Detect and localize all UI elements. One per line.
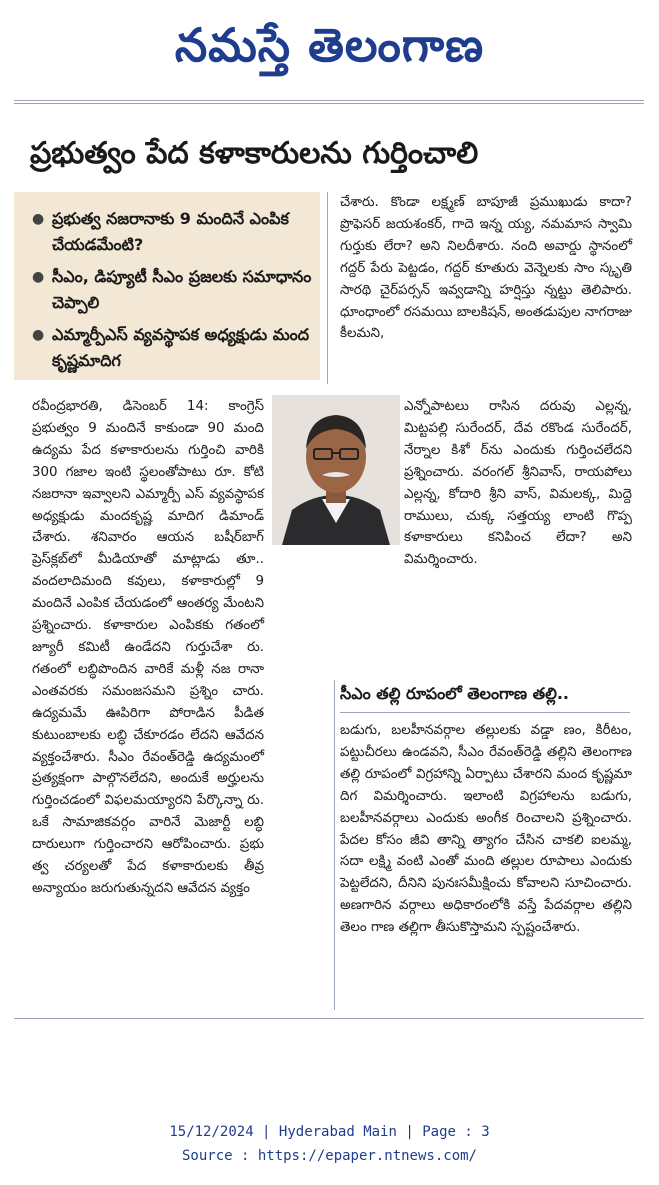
section-subheading: సీఎం తల్లి రూపంలో తెలంగాణ తల్లి.. (340, 684, 569, 703)
person-photo (272, 395, 400, 545)
masthead-title: నమస్తే తెలంగాణ (174, 18, 485, 72)
article-headline: ప్రభుత్వం పేద కళాకారులను గుర్తించాలి (30, 136, 479, 171)
bullet-icon: ● (32, 327, 45, 343)
article-column-left-top: రవీంద్రభారతి, డిసెంబర్ 14: కాంగ్రెస్ ప్రభుత్వం 9 మందినే కాకుండా 90 మంది ఉద్యమ పేద కళాకారులను గుర్తించి వారికి 300 గజాల ఇంటి స్థలంతోపాటు రూ. కోటి నజరానా ఇవ్వాలని ఎమ్మార్పీ ఎస్ వ్యవస్థాపక అధ్యక్షుడు మందకృష్ణ మాదిగ డిమాండ్ చేశారు. శనివారం ఆయన బషీర్‌బాగ్ ప్రెస్‌క్లబ్‌లో మీడియాతో మాట్లాడు తూ.. వందలాదిమంది కవులు, కళాకారుల్లో 9 మందినే ఎంపిక చేయడంలో ఆంతర్య మేంటని ప్రశ్నించారు. కళాకారుల ఎంపికకు గతంలో జ్యూరీ కమిటీ ఉండేదని గుర్తుచేశా రు. గతంలో లబ్ధిపొందిన వారికే మళ్లీ నజ రానా ఎంతవరకు సమంజసమని ప్రశ్నిం చారు. ఉద్యమమే ఊపిరిగా పోరాడిన పీడిత కుటుంబాలకు లబ్ధి చేకూరడం లేదని ఆవేదన వ్యక్తంచేశారు. సీఎం రేవంత్‌రెడ్డి ఉద్యమంలో ప్రత్యక్షంగా పాల్గొనలేదని, అందుకే అర్హులను గుర్తించడంలో విఫలమయ్యారని పేర్కొన్నా రు. ఒకే సామాజికవర్గం వారినే మెజార్టీ లబ్ధి దారులుగా గుర్తించారని ఆరోపించారు. ప్రభు త్వ చర్యలతో పేద కళాకారులకు తీవ్ర అన్యాయం జరుగుతున్నదని ఆవేదన వ్యక్తం (32, 399, 264, 896)
footer-source: Source : https://epaper.ntnews.com/ (181, 1148, 477, 1164)
divider (340, 712, 630, 713)
article-column-right-middle: ఎన్నోపాటలు రాసిన దరువు ఎల్లన్న, మిట్టపల్లి సురేందర్, దేవ రకొండ సురేందర్, నేర్నాల కిశో ర్‌ను ఎందుకు గుర్తించలేదని ప్రశ్నించారు. వరంగల్ శ్రీనివాస్, రాయపోలు ఎల్లన్న, కోదారి శ్రీని వాస్, విమలక్క, మిద్దె రాములు, చుక్క సత్తయ్య లాంటి గొప్ప కళాకారులు కనిపించ లేదా? అని విమర్శించారు. (404, 399, 632, 568)
footer-dateline: 15/12/2024 | Hyderabad Main | Page : 3 (169, 1124, 490, 1140)
highlight-item: ● ఎమ్మార్పీఎస్ వ్యవస్థాపక అధ్యక్షుడు మంద కృష్ణమాదిగ (32, 322, 317, 374)
article-column-right-top: చేశారు. కొండా లక్ష్మణ్ బాపూజీ ప్రముఖుడు కాదా? ప్రొఫెసర్ జయశంకర్, గాదె ఇన్న య్య, నమమాస స్వామి గుర్తుకు లేరా? అని నిలదీశారు. నంది అవార్డు స్థానంలో గద్దర్ పేరు పెట్టడం, గద్దర్ కూతురు వెన్నెలకు సాం స్కృతి సారథి చైర్‌పర్సన్ ఇవ్వడాన్ని హర్షిస్తు న్నట్టు తెలిపారు. ధూంధాంలో రసమయి బాలకిషన్, అంతడుపుల నాగరాజు కీలమని, (340, 195, 632, 342)
article-column-right-bottom: బడుగు, బలహీనవర్గాల తల్లులకు వడ్డా ణం, కిరీటం, పట్టుచీరలు ఉండవని, సీఎం రేవంత్‌రెడ్డి తల్లిని తెలంగాణ తల్లి రూపంలో విగ్రహాన్ని ఏర్పాటు చేశారని మంద కృష్ణమా దిగ విమర్శించారు. ఇలాంటి విగ్రహాలను బడుగు, బలహీనవర్గాలు ఎందుకు అంగీక రించాలని ప్రశ్నించారు. పేదల కోసం జీవి తాన్ని త్యాగం చేసిన చాకలి ఐలమ్మ, సదా లక్ష్మి వంటి ఎంతో మంది తల్లుల రూపాలు ఎందుకు పెట్టలేదని, దీనిని పునఃసమీక్షించు కోవాలని సూచించారు. అణగారిన వర్గాలు అధికారంలోకి వస్తే పేదవర్గాల తల్లిని తెలం గాణ తల్లిగా తీసుకొస్తామని స్పష్టంచేశారు. (340, 723, 632, 936)
bullet-icon: ● (32, 269, 45, 285)
portrait-image (272, 395, 400, 545)
divider (14, 100, 644, 101)
divider (14, 1018, 644, 1019)
column-divider (334, 680, 335, 1010)
highlight-item: ● సీఎం, డిప్యూటీ సీఎం ప్రజలకు సమాధానం చెప్పాలి (32, 264, 317, 316)
column-divider (327, 192, 328, 384)
highlights-box (14, 192, 320, 380)
bullet-icon: ● (32, 211, 45, 227)
divider (14, 103, 644, 104)
article-column-left-bottom (32, 548, 332, 794)
highlight-item: ● ప్రభుత్వ నజరానాకు 9 మందినే ఎంపిక చేయడమేంటి? (32, 206, 317, 258)
